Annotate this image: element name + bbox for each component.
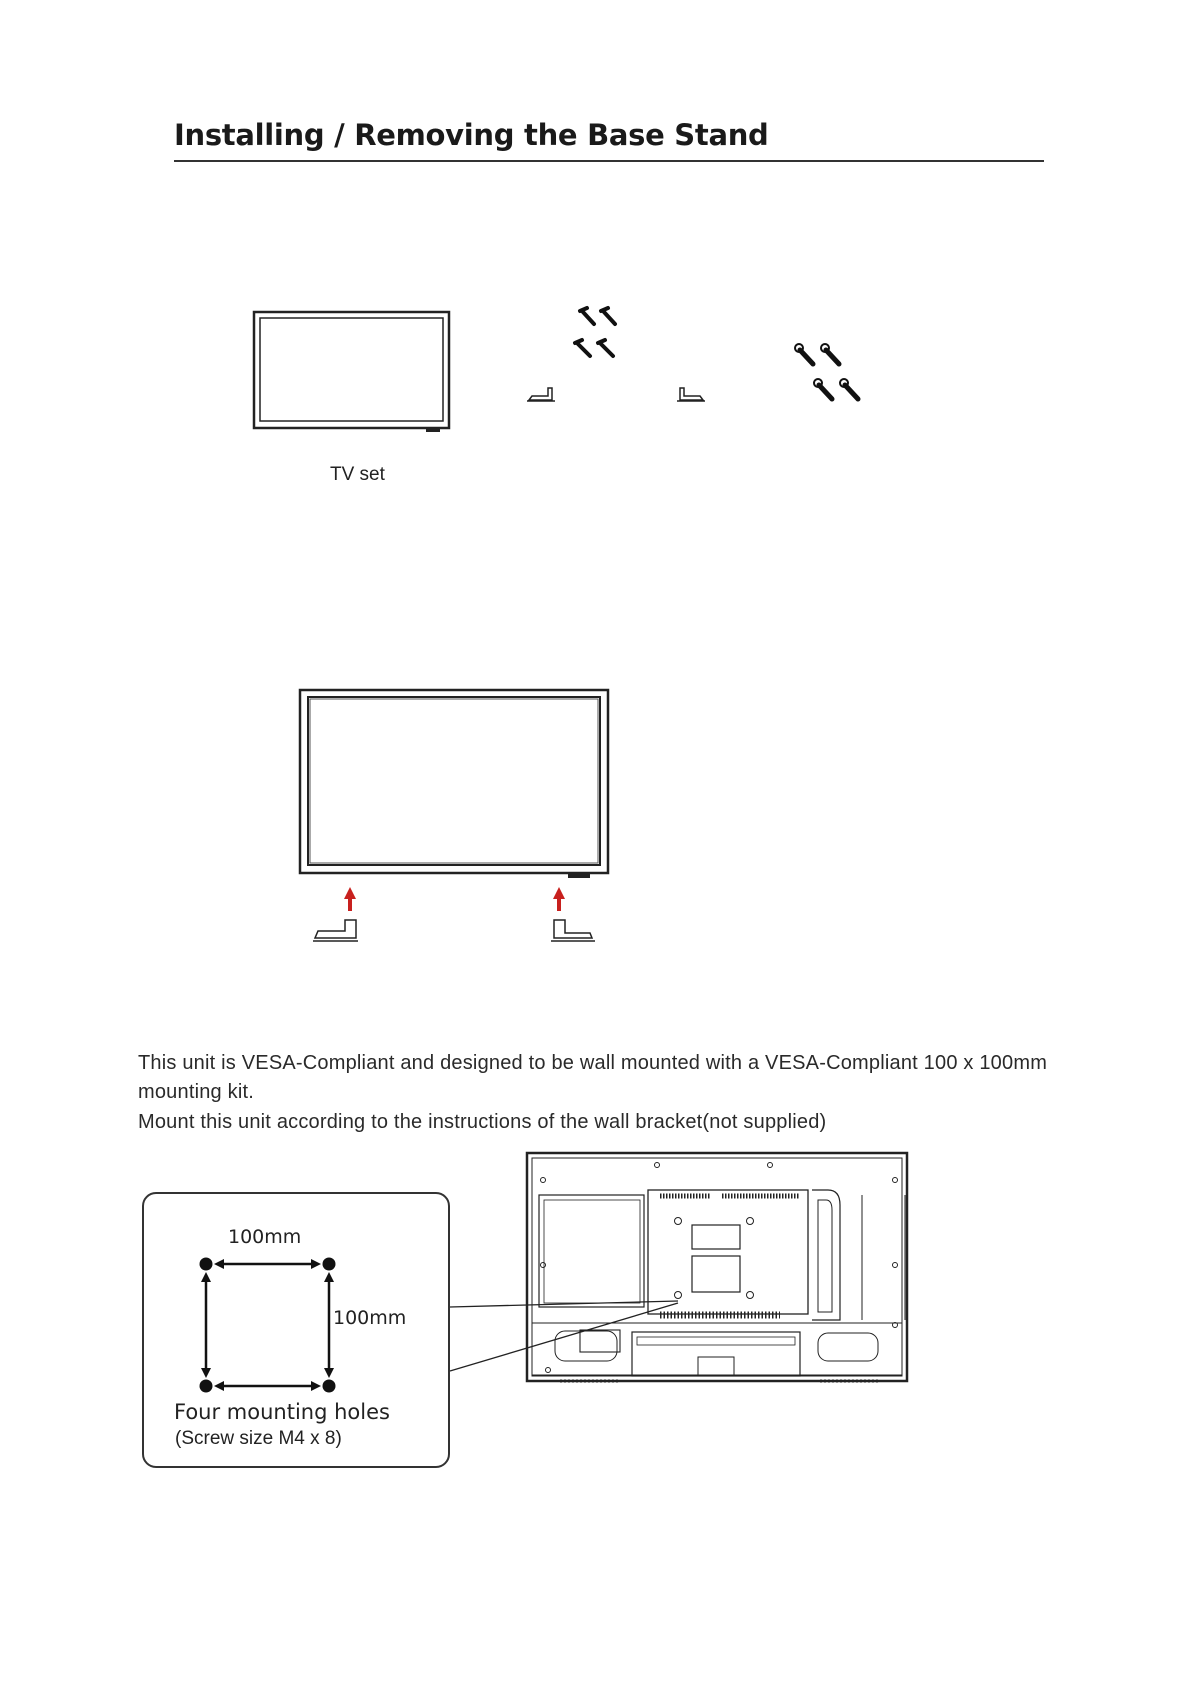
mounting-holes-label: Four mounting holes bbox=[174, 1400, 390, 1424]
tv-front-illustration bbox=[300, 690, 608, 878]
stand-foot-left-icon bbox=[527, 388, 555, 401]
tv-set-label: TV set bbox=[330, 464, 385, 485]
vertical-distance-label: 100mm bbox=[333, 1307, 407, 1329]
stand-foot-right-icon bbox=[551, 920, 595, 941]
page-title: Installing / Removing the Base Stand bbox=[174, 118, 769, 152]
screw-icon bbox=[795, 344, 858, 399]
tv-set-illustration bbox=[254, 312, 449, 432]
stand-foot-right-icon bbox=[677, 388, 705, 401]
tv-back-illustration bbox=[527, 1153, 907, 1381]
screw-size-label: (Screw size M4 x 8) bbox=[175, 1428, 342, 1449]
horizontal-distance-label: 100mm bbox=[228, 1226, 302, 1248]
screw-icon bbox=[575, 308, 615, 356]
up-arrow-icon bbox=[344, 887, 565, 911]
stand-foot-left-icon bbox=[313, 920, 358, 941]
vesa-text-line: mounting kit. bbox=[138, 1081, 254, 1103]
vesa-text-line: This unit is VESA-Compliant and designed to be wall mounted with a VESA-Compliant 100 x 100mm bbox=[138, 1052, 1048, 1074]
vesa-text-line: Mount this unit according to the instructions of the wall bracket(not supplied) bbox=[138, 1111, 827, 1133]
